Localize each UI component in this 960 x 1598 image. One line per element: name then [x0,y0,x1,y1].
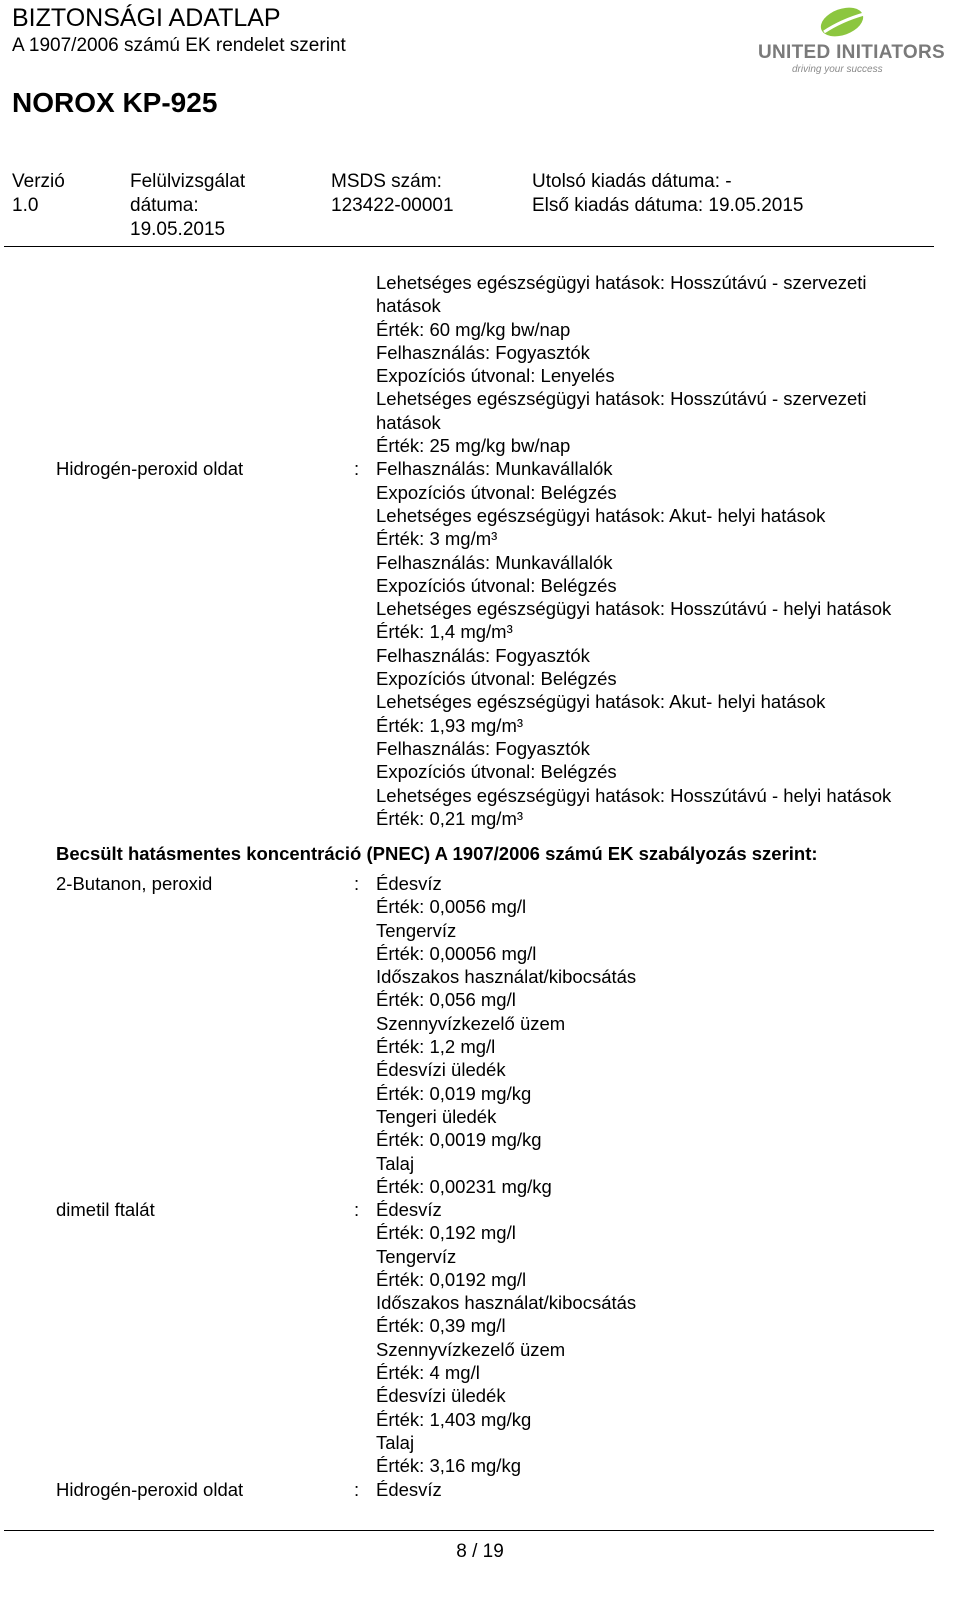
value-line: Felhasználás: Fogyasztók [376,644,590,666]
value-line: Expozíciós útvonal: Lenyelés [376,365,615,387]
msds-value: 123422-00001 [331,195,454,216]
value-line: Érték: 0,019 mg/kg [376,1082,532,1104]
value-line: Érték: 1,4 mg/m³ [376,621,513,643]
value-line: Érték: 0,00231 mg/kg [376,1175,552,1197]
value-line: Édesvízi üledék [376,1059,506,1081]
pnec-values [376,1478,442,1501]
value-line: Lehetséges egészségügyi hatások: Hosszútávú - szervezeti [376,388,867,410]
msds-block [331,170,454,218]
dnel-colon: : [354,458,360,479]
value-line: Érték: 3 mg/m³ [376,528,498,550]
value-line: Érték: 60 mg/kg bw/nap [376,318,571,340]
revision-label: Felülvizsgálat [130,171,246,192]
version-value: 1.0 [12,195,39,216]
value-line: Érték: 0,0056 mg/l [376,896,527,918]
value-line: Érték: 1,2 mg/l [376,1036,496,1058]
value-line: Szennyvízkezelő üzem [376,1338,566,1360]
pnec-substance-name: dimetil ftalát [56,1199,155,1220]
value-line: Érték: 0,21 mg/m³ [376,807,524,829]
value-line: Érték: 0,0019 mg/kg [376,1129,542,1151]
value-line: Érték: 3,16 mg/kg [376,1455,521,1477]
value-line: Expozíciós útvonal: Belégzés [376,481,617,503]
pnec-substance-name: 2-Butanon, peroxid [56,873,213,894]
value-line: Expozíciós útvonal: Belégzés [376,668,617,690]
msds-label: MSDS szám: [331,171,442,192]
product-name: NOROX KP-925 [12,87,218,118]
value-line: hatások [376,411,441,433]
pnec-colon: : [354,1479,360,1500]
pnec-section-title: Becsült hatásmentes koncentráció (PNEC) A 1907/2006 számú EK szabályozás szerint: [56,843,818,864]
value-line: hatások [376,295,441,317]
value-line: Felhasználás: Fogyasztók [376,737,590,759]
value-line: Érték: 1,93 mg/m³ [376,714,524,736]
version-label: Verzió [12,171,65,192]
value-line: Tengervíz [376,1245,457,1267]
value-line: Érték: 4 mg/l [376,1362,480,1384]
value-line: Talaj [376,1431,415,1453]
value-line: Expozíciós útvonal: Belégzés [376,761,617,783]
value-line: Felhasználás: Munkavállalók [376,551,613,573]
dnel-substance-name: Hidrogén-peroxid oldat [56,458,244,479]
logo-tagline: driving your success [792,64,883,75]
revision-block [130,170,245,242]
pnec-colon: : [354,873,360,894]
footer-divider [4,1530,934,1531]
issue-dates-block [532,170,803,218]
value-line: Expozíciós útvonal: Belégzés [376,574,617,596]
value-line: Tengervíz [376,919,457,941]
value-line: Lehetséges egészségügyi hatások: Hosszútávú - szervezeti [376,272,867,293]
value-line: Érték: 0,056 mg/l [376,989,516,1011]
value-line: Lehetséges egészségügyi hatások: Akut- helyi hatások [376,691,826,713]
value-line: Érték: 0,39 mg/l [376,1315,506,1337]
document-title: BIZTONSÁGI ADATLAP [12,4,281,32]
pnec-values [376,872,636,1198]
version-block [12,170,65,218]
value-line: Édesvíz [376,1479,442,1500]
value-line: Érték: 0,00056 mg/l [376,942,537,964]
value-line: Érték: 0,192 mg/l [376,1222,516,1244]
dnel-values [376,271,891,830]
value-line: Időszakos használat/kibocsátás [376,1292,637,1314]
header-divider [4,246,934,247]
revision-date: 19.05.2015 [130,219,226,240]
value-line: Édesvíz [376,873,442,894]
value-line: Felhasználás: Munkavállalók [376,458,613,480]
value-line: Szennyvízkezelő üzem [376,1012,566,1034]
first-issue-date: Első kiadás dátuma: 19.05.2015 [532,195,804,216]
value-line: Érték: 25 mg/kg bw/nap [376,435,571,457]
value-line: Lehetséges egészségügyi hatások: Akut- helyi hatások [376,504,826,526]
value-line: Felhasználás: Fogyasztók [376,341,590,363]
last-issue-date: Utolsó kiadás dátuma: - [532,171,732,192]
page-number: 8 / 19 [456,1541,504,1562]
value-line: Talaj [376,1152,415,1174]
regulation-subtitle: A 1907/2006 számú EK rendelet szerint [12,35,346,56]
value-line: Lehetséges egészségügyi hatások: Hosszútávú - helyi hatások [376,598,892,620]
leaf-icon [812,4,872,42]
revision-label-2: dátuma: [130,195,199,216]
pnec-substance-name: Hidrogén-peroxid oldat [56,1479,244,1500]
logo-name: UNITED INITIATORS [758,42,946,63]
value-line: Édesvíz [376,1199,442,1220]
pnec-colon: : [354,1199,360,1220]
value-line: Lehetséges egészségügyi hatások: Hosszútávú - helyi hatások [376,784,892,806]
company-logo [752,4,952,76]
value-line: Édesvízi üledék [376,1385,506,1407]
value-line: Érték: 1,403 mg/kg [376,1408,532,1430]
pnec-values [376,1198,636,1478]
value-line: Időszakos használat/kibocsátás [376,966,637,988]
value-line: Érték: 0,0192 mg/l [376,1268,527,1290]
value-line: Tengeri üledék [376,1105,497,1127]
